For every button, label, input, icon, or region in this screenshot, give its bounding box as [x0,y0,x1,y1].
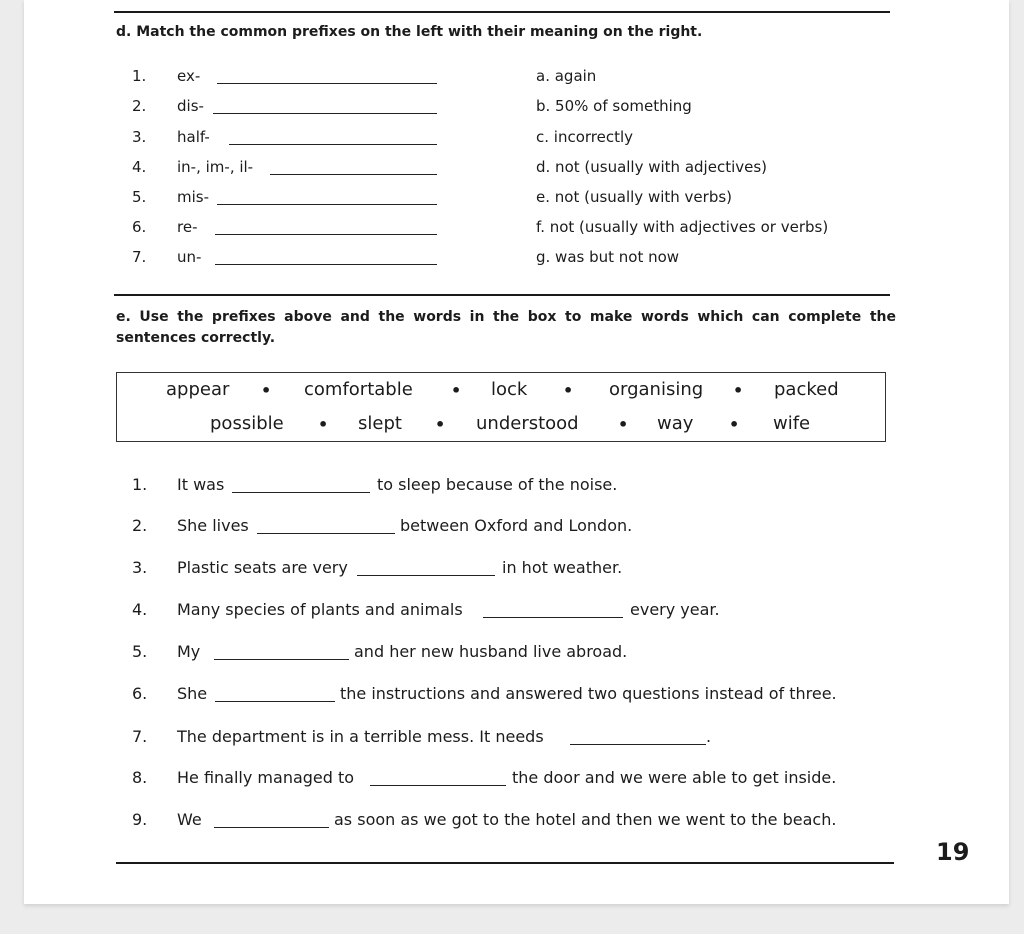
sentence-end: . [706,727,712,746]
answer-blank[interactable] [257,533,395,534]
sentence-end: to sleep because of the noise. [377,475,618,494]
top-rule [114,11,890,13]
bottom-rule [116,862,894,864]
answer-blank[interactable] [357,575,495,576]
meaning-label: f. not (usually with adjectives or verbs) [536,218,829,236]
sentence-start: Many species of plants and animals [177,600,463,619]
section-divider [114,294,890,296]
item-number: 2. [132,97,147,115]
box-word: way [657,413,694,434]
meaning-label: d. not (usually with adjectives) [536,158,768,176]
match-row [24,156,1009,180]
answer-blank[interactable] [483,617,623,618]
box-word: comfortable [304,379,413,400]
section-d-title: d. Match the common prefixes on the left with their meaning on the right. [116,24,703,40]
page-number: 19 [936,838,970,866]
answer-blank[interactable] [217,83,437,84]
sentence-end: every year. [630,600,720,619]
match-row [24,216,1009,240]
sentence-row [24,808,1009,834]
answer-blank[interactable] [215,234,437,235]
item-number: 7. [132,248,147,266]
answer-blank[interactable] [215,264,437,265]
answer-blank[interactable] [229,144,437,145]
sentence-start: It was [177,475,225,494]
prefix-label: ex- [177,67,201,85]
sentence-start: The department is in a terrible mess. It needs [177,727,544,746]
item-number: 3. [132,558,148,577]
box-word: slept [358,413,402,434]
sentence-end: the door and we were able to get inside. [512,768,837,787]
box-word: understood [476,413,579,434]
box-word: lock [491,379,528,400]
item-number: 4. [132,158,147,176]
answer-blank[interactable] [232,492,370,493]
sentence-end: in hot weather. [502,558,623,577]
prefix-label: mis- [177,188,210,206]
sentence-start: We [177,810,202,829]
item-number: 7. [132,727,148,746]
prefix-label: dis- [177,97,204,115]
bullet: • [733,381,744,400]
bullet: • [729,415,740,434]
item-number: 6. [132,218,147,236]
box-word: appear [166,379,230,400]
sentence-row [24,640,1009,666]
box-word: organising [609,379,704,400]
worksheet-page [24,0,1009,904]
answer-blank[interactable] [270,174,437,175]
item-number: 5. [132,188,147,206]
prefix-label: re- [177,218,198,236]
prefix-label: half- [177,128,210,146]
sentence-end: the instructions and answered two questions instead of three. [340,684,837,703]
meaning-label: c. incorrectly [536,128,634,146]
item-number: 6. [132,684,148,703]
bullet: • [451,381,462,400]
sentence-end: and her new husband live abroad. [354,642,628,661]
sentence-row [24,556,1009,582]
sentence-row [24,473,1009,499]
match-row [24,126,1009,150]
sentence-start: My [177,642,201,661]
sentence-start: She [177,684,208,703]
box-word: wife [773,413,811,434]
meaning-label: b. 50% of something [536,97,692,115]
sentence-start: She lives [177,516,249,535]
section-e-title: e. Use the prefixes above and the words in the box to make words which can complete the sentences correctly. [116,309,896,346]
prefix-label: un- [177,248,202,266]
answer-blank[interactable] [215,701,335,702]
meaning-label: g. was but not now [536,248,680,266]
bullet: • [261,381,272,400]
answer-blank[interactable] [217,204,437,205]
sentence-row [24,598,1009,624]
sentence-end: as soon as we got to the hotel and then we went to the beach. [334,810,837,829]
item-number: 5. [132,642,148,661]
prefix-label: in-, im-, il- [177,158,254,176]
answer-blank[interactable] [214,827,329,828]
bullet: • [563,381,574,400]
sentence-end: between Oxford and London. [400,516,633,535]
bullet: • [618,415,629,434]
meaning-label: a. again [536,67,597,85]
box-word: packed [774,379,839,400]
item-number: 1. [132,475,148,494]
item-number: 9. [132,810,148,829]
answer-blank[interactable] [213,113,437,114]
sentence-row [24,725,1009,751]
box-word: possible [210,413,284,434]
sentence-start: Plastic seats are very [177,558,348,577]
answer-blank[interactable] [570,744,706,745]
sentence-row [24,682,1009,708]
match-row [24,65,1009,89]
match-row [24,246,1009,270]
item-number: 8. [132,768,148,787]
answer-blank[interactable] [214,659,349,660]
bullet: • [318,415,329,434]
word-box [116,372,886,442]
item-number: 3. [132,128,147,146]
sentence-start: He finally managed to [177,768,355,787]
match-row [24,186,1009,210]
item-number: 1. [132,67,147,85]
bullet: • [435,415,446,434]
sentence-row [24,766,1009,792]
item-number: 4. [132,600,148,619]
match-row [24,95,1009,119]
answer-blank[interactable] [370,785,506,786]
meaning-label: e. not (usually with verbs) [536,188,733,206]
item-number: 2. [132,516,148,535]
sentence-row [24,514,1009,540]
